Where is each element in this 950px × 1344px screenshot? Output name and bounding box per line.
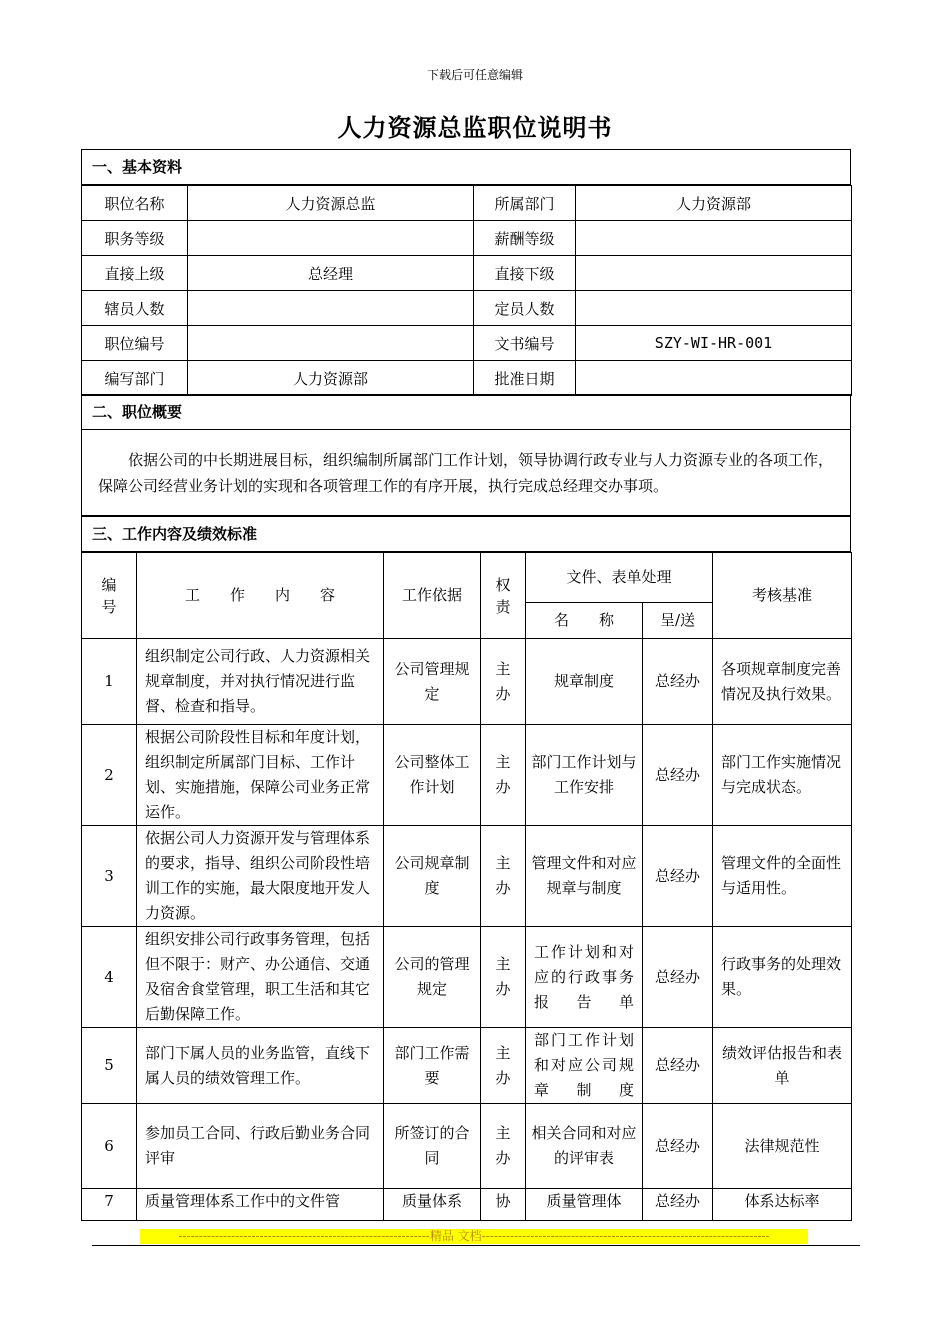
field-value: 总经理 <box>188 256 474 291</box>
col-header-criteria: 考核基准 <box>713 553 852 639</box>
basic-info-row <box>82 326 852 361</box>
document-submit: 总经办 <box>643 725 713 826</box>
work-content-table <box>81 552 852 1221</box>
field-label: 职位编号 <box>82 326 188 361</box>
field-value <box>188 221 474 256</box>
task-authority: 协 <box>481 1189 526 1221</box>
field-label: 所属部门 <box>474 186 576 221</box>
document-submit: 总经办 <box>643 826 713 927</box>
field-label: 职位名称 <box>82 186 188 221</box>
section-basic-info-heading: 一、基本资料 <box>81 149 851 185</box>
task-content: 质量管理体系工作中的文件管 <box>137 1189 384 1221</box>
field-value <box>188 291 474 326</box>
document-submit: 总经办 <box>643 639 713 725</box>
field-label: 薪酬等级 <box>474 221 576 256</box>
task-number: 5 <box>82 1028 137 1104</box>
task-basis: 部门工作需要 <box>384 1028 481 1104</box>
task-authority: 主办 <box>481 927 526 1028</box>
work-row <box>82 1028 852 1104</box>
work-row <box>82 1104 852 1189</box>
footer-bar: --------------------------------------------------------------精品 文档----------------------------------------------------------------------- <box>140 1229 808 1244</box>
section-work-heading: 三、工作内容及绩效标准 <box>81 516 851 552</box>
col-header-content: 工 作 内 容 <box>137 553 384 639</box>
work-row <box>82 826 852 927</box>
task-number: 1 <box>82 639 137 725</box>
field-value <box>576 256 852 291</box>
basic-info-table <box>81 185 852 396</box>
basic-info-row <box>82 186 852 221</box>
task-content: 部门下属人员的业务监管，直线下属人员的绩效管理工作。 <box>137 1028 384 1104</box>
task-authority: 主办 <box>481 639 526 725</box>
col-header-basis: 工作依据 <box>384 553 481 639</box>
field-value <box>576 221 852 256</box>
assessment-criteria: 部门工作实施情况与完成状态。 <box>713 725 852 826</box>
field-label: 职务等级 <box>82 221 188 256</box>
document-name: 相关合同和对应的评审表 <box>526 1104 643 1189</box>
section-summary-heading: 二、职位概要 <box>81 394 851 430</box>
work-row <box>82 639 852 725</box>
field-label: 定员人数 <box>474 291 576 326</box>
task-basis: 公司整体工作计划 <box>384 725 481 826</box>
task-number: 2 <box>82 725 137 826</box>
task-authority: 主办 <box>481 826 526 927</box>
task-content: 依据公司人力资源开发与管理体系的要求，指导、组织公司阶段性培训工作的实施，最大限度地开发人力资源。 <box>137 826 384 927</box>
task-authority: 主办 <box>481 725 526 826</box>
document-name: 管理文件和对应规章与制度 <box>526 826 643 927</box>
task-basis: 公司的管理规定 <box>384 927 481 1028</box>
assessment-criteria: 管理文件的全面性与适用性。 <box>713 826 852 927</box>
work-row <box>82 927 852 1028</box>
assessment-criteria: 各项规章制度完善情况及执行效果。 <box>713 639 852 725</box>
task-basis: 质量体系 <box>384 1189 481 1221</box>
assessment-criteria: 法律规范性 <box>713 1104 852 1189</box>
col-header-no: 编号 <box>82 553 137 639</box>
task-number: 3 <box>82 826 137 927</box>
basic-info-row <box>82 291 852 326</box>
field-value: 人力资源部 <box>188 361 474 396</box>
task-content: 组织安排公司行政事务管理，包括但不限于：财产、办公通信、交通及宿舍食堂管理，职工生活和其它后勤保障工作。 <box>137 927 384 1028</box>
task-content: 组织制定公司行政、人力资源相关规章制度，并对执行情况进行监督、检查和指导。 <box>137 639 384 725</box>
footer-rule <box>92 1245 860 1246</box>
basic-info-row <box>82 256 852 291</box>
col-header-auth: 权责 <box>481 553 526 639</box>
summary-text: 依据公司的中长期进展目标，组织编制所属部门工作计划，领导协调行政专业与人力资源专业的各项工作，保障公司经营业务计划的实现和各项管理工作的有序开展，执行完成总经理交办事项。 <box>81 429 851 516</box>
basic-info-row <box>82 221 852 256</box>
field-label: 编写部门 <box>82 361 188 396</box>
field-label: 辖员人数 <box>82 291 188 326</box>
document-submit: 总经办 <box>643 927 713 1028</box>
task-content: 根据公司阶段性目标和年度计划，组织制定所属部门目标、工作计划、实施措施，保障公司业务正常运作。 <box>137 725 384 826</box>
assessment-criteria: 体系达标率 <box>713 1189 852 1221</box>
task-basis: 公司管理规定 <box>384 639 481 725</box>
document-submit: 总经办 <box>643 1189 713 1221</box>
task-basis: 所签订的合同 <box>384 1104 481 1189</box>
document-name: 工作计划和对应的行政事务报告单 <box>526 927 643 1028</box>
col-header-docs: 文件、表单处理 <box>526 553 713 603</box>
field-label: 直接上级 <box>82 256 188 291</box>
field-value <box>576 361 852 396</box>
field-label: 批准日期 <box>474 361 576 396</box>
document-submit: 总经办 <box>643 1104 713 1189</box>
task-number: 7 <box>82 1189 137 1221</box>
field-value: 人力资源总监 <box>188 186 474 221</box>
document-name: 部门工作计划和对应公司规章制度 <box>526 1028 643 1104</box>
assessment-criteria: 行政事务的处理效果。 <box>713 927 852 1028</box>
task-authority: 主办 <box>481 1028 526 1104</box>
document-submit: 总经办 <box>643 1028 713 1104</box>
work-row <box>82 1189 852 1221</box>
basic-info-row <box>82 361 852 396</box>
document-name: 质量管理体 <box>526 1189 643 1221</box>
task-authority: 主办 <box>481 1104 526 1189</box>
task-basis: 公司规章制度 <box>384 826 481 927</box>
field-value: 人力资源部 <box>576 186 852 221</box>
field-label: 文书编号 <box>474 326 576 361</box>
task-content: 参加员工合同、行政后勤业务合同评审 <box>137 1104 384 1189</box>
task-number: 6 <box>82 1104 137 1189</box>
work-row <box>82 725 852 826</box>
document-name: 规章制度 <box>526 639 643 725</box>
header-note: 下载后可任意编辑 <box>426 68 523 82</box>
col-header-doc-submit: 呈/送 <box>643 603 713 639</box>
field-label: 直接下级 <box>474 256 576 291</box>
field-value <box>188 326 474 361</box>
col-header-doc-name: 名 称 <box>526 603 643 639</box>
assessment-criteria: 绩效评估报告和表单 <box>713 1028 852 1104</box>
document-title: 人力资源总监职位说明书 <box>337 113 613 142</box>
task-number: 4 <box>82 927 137 1028</box>
document-name: 部门工作计划与工作安排 <box>526 725 643 826</box>
field-value <box>576 291 852 326</box>
field-value: SZY-WI-HR-001 <box>576 326 852 361</box>
